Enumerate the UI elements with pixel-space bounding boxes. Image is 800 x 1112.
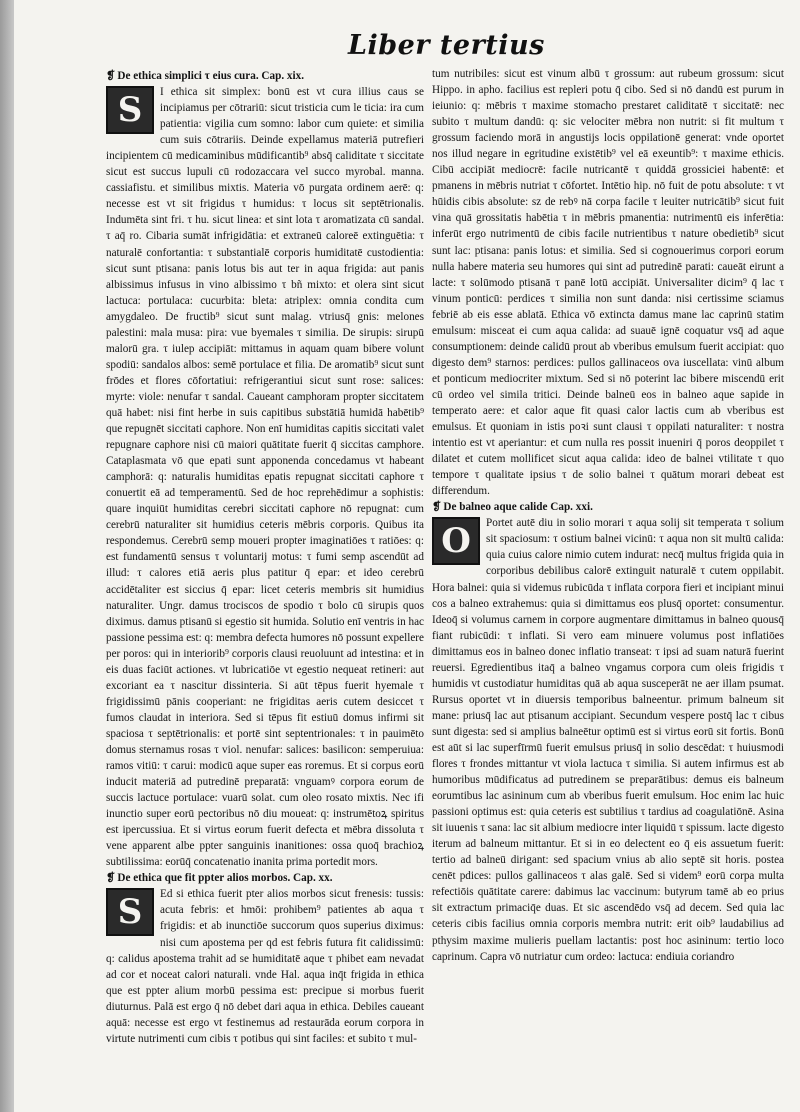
pilcrow-icon: ❡ bbox=[432, 501, 442, 514]
chapter-heading-xix: ❡ De ethica simplici τ eius cura. Cap. xix. bbox=[106, 70, 305, 82]
chapter-text-xix-continued: tum nutribiles: sicut est vinum albū τ grossum: aut rubeum grossum: sicut Hippo. in apho. facilius est repleri potu q̄ cibo. Sed si nō dandū est purum in ieiunio: q: mēbris τ maxime stomacho prestaret caliditatē τ siccitatē: nec subito τ multum dandū: q: sic velociter mēbra non nutrit: si fit multum τ grossum faciendo morā in angustijs locis oppilationē generat: vnde oportet nos illud negare in egritudine existētib⁹ vel eā exeuntib⁹: τ maxime ethicis. Cibū accipiāt mediocrē: facile nutricantē τ quiddā grossiciei habentē: et pmanens in mēbris nutriat τ cōfortet. Intētio hip. nō fuit de potu absolute: τ vt hūidis cibis absolute: sz de rebꝰ nā corpa facile τ leuiter nutricātib⁹ sicut fuit vina quā grossitatis habētia τ in mēbris pmanentia: nutrimentū eis inferētia: inferūt ergo nutrimentū de cibis facile nutrientibus τ nature obedietib⁹ sicut sunt lac: ptisana: panis lotus: et similia. Sed si cognouerimus corpori eorum nulla habere materia seu humores qui sint ad putredinē parati: caueāt eirunt a lacte: τ solūmodo ptisanā τ panē lotū accipiāt. Universaliter dicim⁹ q̄ lac τ vinum ponticū: perdices τ similia non sunt danda: nisi certissime sciamus febriē ab eis esse ablatā. Ethica vō extincta damus mane lac caprinū statim emulsum: misceat ei cum aqua calida: ad suauē ignē coquatur vsq̄ ad aque consumptionem: deinde calidū prout ab vberibus emulsum fuerit accipiat: quo digesto dem⁹ starnos: perdices: pullos gallinaceos ova iuscellata: vinū album et ponticum mediocriter mixtum. Sed si nō poterint lac bibere miscendū erit cū ordeo vel simila tritici. Deinde balneū eos in balneo aque sapide in temperato aere: et calor aque fit quasi calor lactis cum ab vberibus est emulsus. Et quoniam in istis poꝛi sunt clausi τ oppilati naturaliter: τ nostra intentio est vt aperiantur: et cum nulla res possit inueniri q̄ poros deoppilet τ dilatet et cutem mollificet sicut aqua calida: ideo de balnei vtilitate τ quo tempore τ qualitate ipsius τ de solio balnei τ quātum morari debeat est differendum. bbox=[432, 68, 784, 498]
chapter-text-xxi: Portet autē diu in solio morari τ aqua solij sit temperata τ solium sit spaciosum: τ ostium balnei vicinū: τ aqua non sit multū calida: quia cuius calore nimio cutem indurat: necq̄ multus frigida quia in corporibus debilibus calorē extinguit naturalē τ cutem oppilabit. Hora balnei: quia si videmus rubicūda τ inflata corpora fieri et incipiant minui cos a balneo extrahemus: quia si dimittamus eos plusq̄ oportet: consumentur. Ideoq̄ si volumus carnem in corpore augmentare dimittamus in balneo quousq̄ fiant rubicūdi: τ inflati. Si vero eam minuere volumus post inflatiōes dimittamus eos in balneo donec inflatio transeat: τ ipsi ad suam naturā fuerint reuersi. Egredientibus itaq̄ a balneo vngamus corpora cum oleis frigidis τ humidis vt custodiatur humiditas quā ab aqua susceperāt ne aer illam psumat. Rursus oportet vt in diuersis temporibus balneentur. primum balneum sit mane: priusq̄ lac aut ptisanum accipiant. Secundum vespere postq̄ lac τ cibus sunt digesta: sed si amplius balneētur optimū est si virtus eorū sit fortis. Bonū est aūt si lac superfīrmū fuerit emulsus priusq̄ in solio descēdat: τ huiusmodi flores τ frondes mittantur vt viola lactuca τ similia. Si autem infirmus est ab humoribus mūdificatus ad putredinem se preparātibus: demus eis balneum eorumtibus lac asininum cum ab vberibus fuerit emulsum. Hoc enim lac huic passioni optimus est: quia ceteris est subtilius τ tardius ad coagulatiōnē. Asina sit iuuenis τ sana: lac sit albium mediocre inter liquidū τ spissum. lacte digesto iterum ad balneum mittantur. Et si in eo delectent eo q̄ eis assuetum fuerit: tertio ad balneū dirigant: sed spacium vnius ab alio septē sit horis. postea cenēt pdices: pullos gallinaceos τ alas galē. Sed si videm⁹ eorū corpa multa refectiōis quātitate carere: dabimus lac vaccinum: butyrum tamē ab eo prius sit extractum primaciq̄e duas. Et sic ascendēdo vsq̄ ad decem. Sed quia lac ceteris cibis facilius omnia corporis membra nutrit: erit oib⁹ laudabilius ad pthysim maxime mulieris puellam lactantis: post hoc asininum: tertio loco caprinum. Capra vō nutriatur cum ordeo: lactuca: endiuia coriandro bbox=[432, 517, 785, 963]
pilcrow-icon: ❡ bbox=[106, 872, 116, 885]
chapter-text-xix: I ethica sit simplex: bonū est vt cura illius caus se incipiamus per cōtrariū: sicut tristicia cum le ticia: ira cum patientia: vigilia cum somno: labor cum quiete: et similia cum suis cōtrariis. Deinde expellamus materiā putrefieri incipientem cū medicaminibus mūdificantib⁹ absq̄ caliditate τ siccitate sicut est succus lupuli cū rodozaccara vel succo myrobal. manna. cassiafistu. et similibus mixtis. Materia vō purgata ordinem aerē: q: necesse est vt sit frigidus τ humidus: τ locus sit septētrionalis. Indumēta sint fri. τ hu. sicut linea: et sint lota τ aromatizata cū sandal. τ aq̄ ro. Cibaria sumāt infrigidātia: et extraneū caloreē extinguētia: τ naturalē confortantia: τ substantialē corporis humiditatē custodientia: sicut sunt ptisana: panis lotus bis aut ter in aqua frigida: aut panis albissimus infusus in vino albissimo τ bñ mixto: et olera sint sicut lactuca: portulaca: cucurbita: bleta: atriplex: omnia condita cum amygdaleo. De fructib⁹ sicut sunt malag. vtriusq̄ gnis: melones palestini: mala musa: pira: vue byemales τ similia. De sirupis: sirupū malorū gra. τ iulep accipiāt: mittamus in aquam quam bibere volunt spodiū: sandalos albos: semē portulace et filia. De aromatib⁹ sicut sunt frōdes et flores cōfortatiui: refrigerantiui sicut sunt rose: salices: myrte: viole: nenufar τ sandal. Caueant camphoram propter siccitatem quā habet: nisi fint herbe in suis capitibus substātiā humidā habētib⁹ que repugnēt siccitati caphore. Non enī humiditas capitis siccitati valet repugnare caphore nisi cū maiori quātitate fuerit q̄ siccitas camphore. Cataplasmata vō que epati sunt apponenda concedamus vt habeant camphorā: q: naturalis humiditas epatis repugnat siccitati caphore τ conuertit eā ad temperamentū. Sed de hoc reprehēdimur a sophistis: quare inquiūt humiditas cerebri siccitati caphore nō repugnat: cum cerebrū naturaliter sit humidius ceteris mēbris corporis. Quibus ita respondemus. Cerebrū semp moueri propter imaginatiōes τ ratiōes: q: est fundamentū sensus τ voluntarij motus: τ fumi semp ascendūt ad illud: τ calores etiā aeris plus patitur q̄ epar: et ideo cerebrū accidētaliter est siccius q̄ epar: licet ceteris membris sit humidius naturaliter. Ungr. damus trociscos de spodio τ bolo cū sirupis quos diximus. damus ptisanū si egestio sit humida. Solutio enī ventris in hac passione pessima est: q: membra defecta humores nō possunt expellere per poros: qui in interiorib⁹ corporis clausi reuoluunt ad intestina: et in eis duas faciūt actiones. vt lubricatiōe vt egestio nequeat retineri: aut excoriant ea τ nascitur dissinteria. Si aūt tēpus fuerit hyemale τ frigidissimū pānis cooperiant: ne frigiditas aeris cutem desiccet τ fumos claudat in interiora. Sed si tēpus fit estiuū domus infirmi sit spaciosa τ septētrionalis: et portē sint septentrionales: τ in pauimēto domus sternamus rosas τ viol. nenufar: salices: basilicon: semperuiua: ramos vitiū: τ carui: modicū aque super eas roremus. Et si corpus eorū inducit materiā ad putredinē preparatā: vnguamꝰ corpora eorum de succis lactuce portulace: vuarū solat. cum oleo rosato mixtis. Nec ifi inunctio super eorū pectoribus nō diu moueat: q: instrumētoꝝ spiritus est ipercussiua. Et si virtus eorum fuerit defecta et mēbra dissoluta τ vene apparent albe ppter sanguinis inanitiones: ossa quoq̄ brachioꝝ subtilissima: eorūq̄ concatenatio inanita prima portedit mors. bbox=[106, 86, 424, 869]
decorated-initial-s: S bbox=[106, 86, 154, 134]
pilcrow-icon: ❡ bbox=[106, 70, 116, 82]
chapter-text-xx: Ed si ethica fuerit pter alios morbos sicut frenesis: tussis: acuta febris: et hmōi: prohibem⁹ patientes ab aqua τ frigidis: et ab inunctiōe succorum quos superius diximus: nisi cum apostema per qd est febris futura fit calidissimū: q: calidus apostema trahit ad se humiditatē aque τ phibet eam nevadat ad cor et noceat calori naturali. vnde Hal. aqua inq̄t frigida in ethica que est ppter alium morbū pessima est: precipue si morbus fuerit diuturnus. Palā est ergo q̄ nō debet dari aqua in ethica. Debiles caueant aquā: necesse est ergo vt festinemus ad restaurāda eorum corpora in virtute nutrimenti cum cibis τ potibus qui sint faciles: et subito τ mul- bbox=[106, 888, 424, 1045]
right-column bbox=[432, 66, 784, 965]
left-column bbox=[106, 68, 424, 1047]
decorated-initial-s2: S bbox=[106, 888, 154, 936]
running-header: Liber tertius bbox=[348, 30, 545, 61]
decorated-initial-o: O bbox=[432, 517, 480, 565]
scan-edge bbox=[0, 0, 14, 1112]
chapter-heading-xx: ❡ De ethica que fit ppter alios morbos. Cap. xx. bbox=[106, 872, 333, 885]
chapter-heading-xxi: ❡ De balneo aque calide Cap. xxi. bbox=[432, 501, 593, 514]
